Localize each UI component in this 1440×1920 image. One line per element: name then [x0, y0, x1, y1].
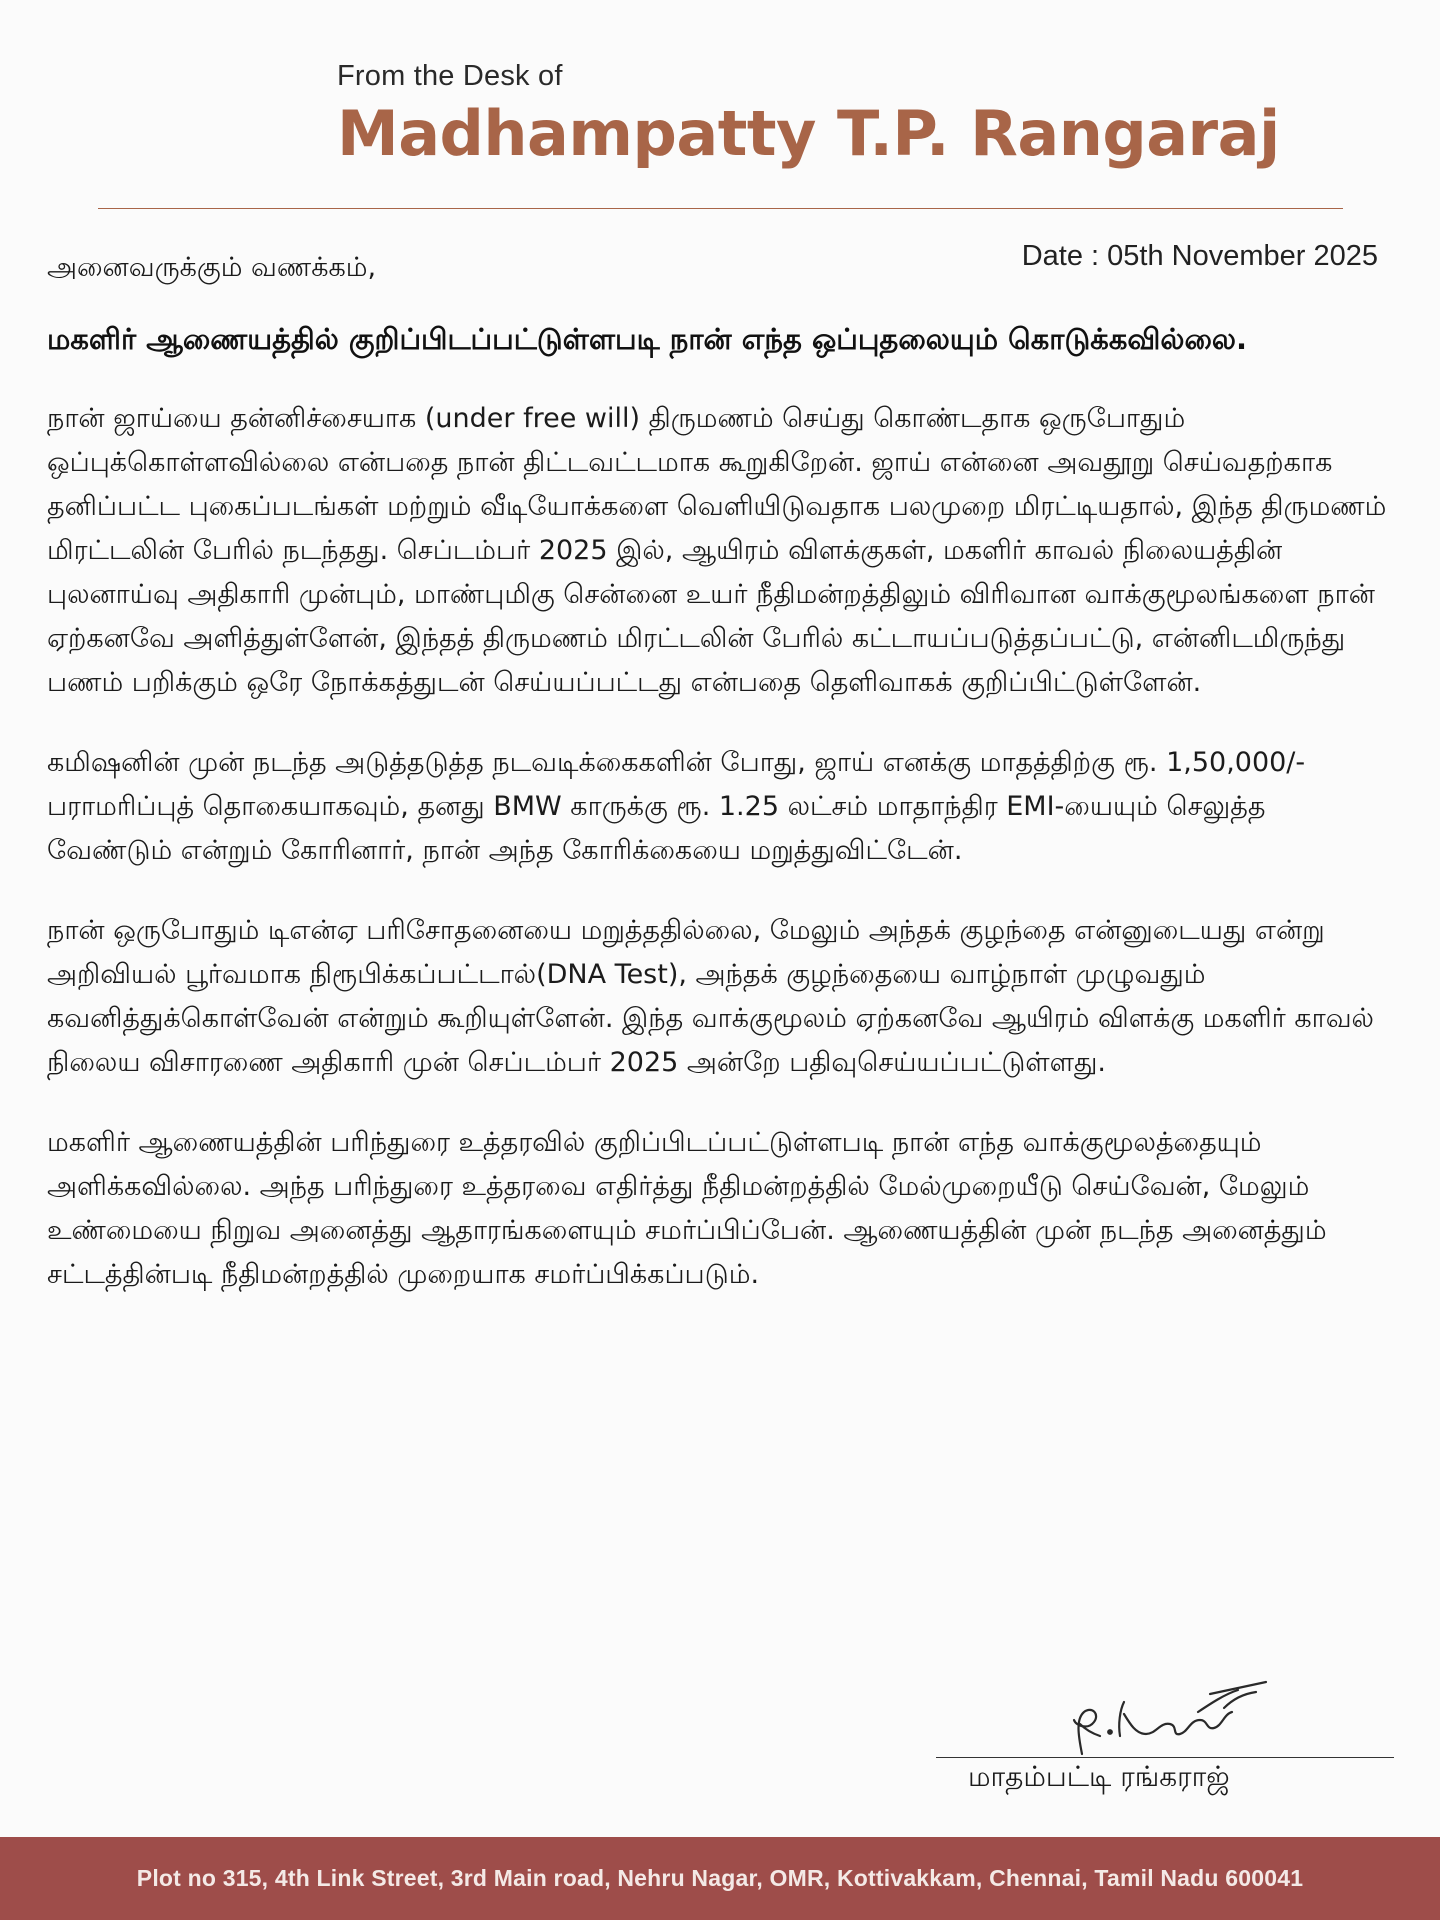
greeting: அனைவருக்கும் வணக்கம், [47, 252, 377, 283]
letterhead [337, 60, 1280, 170]
paragraph-2: கமிஷனின் முன் நடந்த அடுத்தடுத்த நடவடிக்கைகளின் போது, ஜாய் எனக்கு மாதத்திற்கு ரூ. 1,50,000/- பராமரிப்புத் தொகையாகவும், தனது BMW காருக்கு ரூ. 1.25 லட்சம் மாதாந்திர EMI-யையும் செலுத்த வேண்டும் என்றும் கோரினார், நான் அந்த கோரிக்கையை மறுத்துவிட்டேன். [47, 747, 1306, 866]
letter-date: Date : 05th November 2025 [1021, 240, 1378, 272]
from-desk-label: From the Desk of [337, 60, 563, 92]
handwritten-signature [1060, 1664, 1280, 1764]
signer-name: மாதம்பட்டி ரங்கராஜ் [968, 1760, 1230, 1793]
signature-line [936, 1757, 1394, 1758]
header-divider [98, 208, 1343, 209]
letter-body [47, 248, 1393, 1297]
paragraph-4: மகளிர் ஆணையத்தின் பரிந்துரை உத்தரவில் குறிப்பிடப்பட்டுள்ளபடி நான் எந்த வாக்குமூலத்தையும் அளிக்கவில்லை. அந்த பரிந்துரை உத்தரவை எதிர்த்து நீதிமன்றத்தில் மேல்முறையீடு செய்வேன், மேலும் உண்மையை நிறுவ அனைத்து ஆதாரங்களையும் சமர்ப்பிப்பேன். ஆணையத்தின் முன் நடந்த அனைத்தும் சட்டத்தின்படி நீதிமன்றத்தில் முறையாக சமர்ப்பிக்கப்படும். [47, 1127, 1327, 1290]
footer-bar [0, 1837, 1440, 1920]
sender-name: Madhampatty T.P. Rangaraj [337, 97, 1280, 170]
paragraph-3: நான் ஒருபோதும் டிஎன்ஏ பரிசோதனையை மறுத்ததில்லை, மேலும் அந்தக் குழந்தை என்னுடையது என்று அறிவியல் பூர்வமாக நிரூபிக்கப்பட்டால்(DNA Test), அந்தக் குழந்தையை வாழ்நாள் முழுவதும் கவனித்துக்கொள்வேன் என்றும் கூறியுள்ளேன். இந்த வாக்குமூலம் ஏற்கனவே ஆயிரம் விளக்கு மகளிர் காவல் நிலைய விசாரணை அதிகாரி முன் செப்டம்பர் 2025 அன்றே பதிவுசெய்யப்பட்டுள்ளது. [47, 915, 1374, 1078]
footer-address: Plot no 315, 4th Link Street, 3rd Main road, Nehru Nagar, OMR, Kottivakkam, Chennai, Tamil Nadu 600041 [136, 1865, 1304, 1891]
paragraph-1: நான் ஜாய்யை தன்னிச்சையாக (under free will) திருமணம் செய்து கொண்டதாக ஒருபோதும் ஒப்புக்கொள்ளவில்லை என்பதை நான் திட்டவட்டமாக கூறுகிறேன். ஜாய் என்னை அவதூறு செய்வதற்காக தனிப்பட்ட புகைப்படங்கள் மற்றும் வீடியோக்களை வெளியிடுவதாக பலமுறை மிரட்டியதால், இந்த திருமணம் மிரட்டலின் பேரில் நடந்தது. செப்டம்பர் 2025 இல், ஆயிரம் விளக்குகள், மகளிர் காவல் நிலையத்தின் புலனாய்வு அதிகாரி முன்பும், மாண்புமிகு சென்னை உயர் நீதிமன்றத்திலும் விரிவான வாக்குமூலங்களை நான் ஏற்கனவே அளித்துள்ளேன், இந்தத் திருமணம் மிரட்டலின் பேரில் கட்டாயப்படுத்தப்பட்டு, என்னிடமிருந்து பணம் பறிக்கும் ஒரே நோக்கத்துடன் செய்யப்பட்டது என்பதை தெளிவாகக் குறிப்பிட்டுள்ளேன். [47, 403, 1387, 698]
subject-line: மகளிர் ஆணையத்தில் குறிப்பிடப்பட்டுள்ளபடி நான் எந்த ஒப்புதலையும் கொடுக்கவில்லை. [47, 322, 1247, 356]
